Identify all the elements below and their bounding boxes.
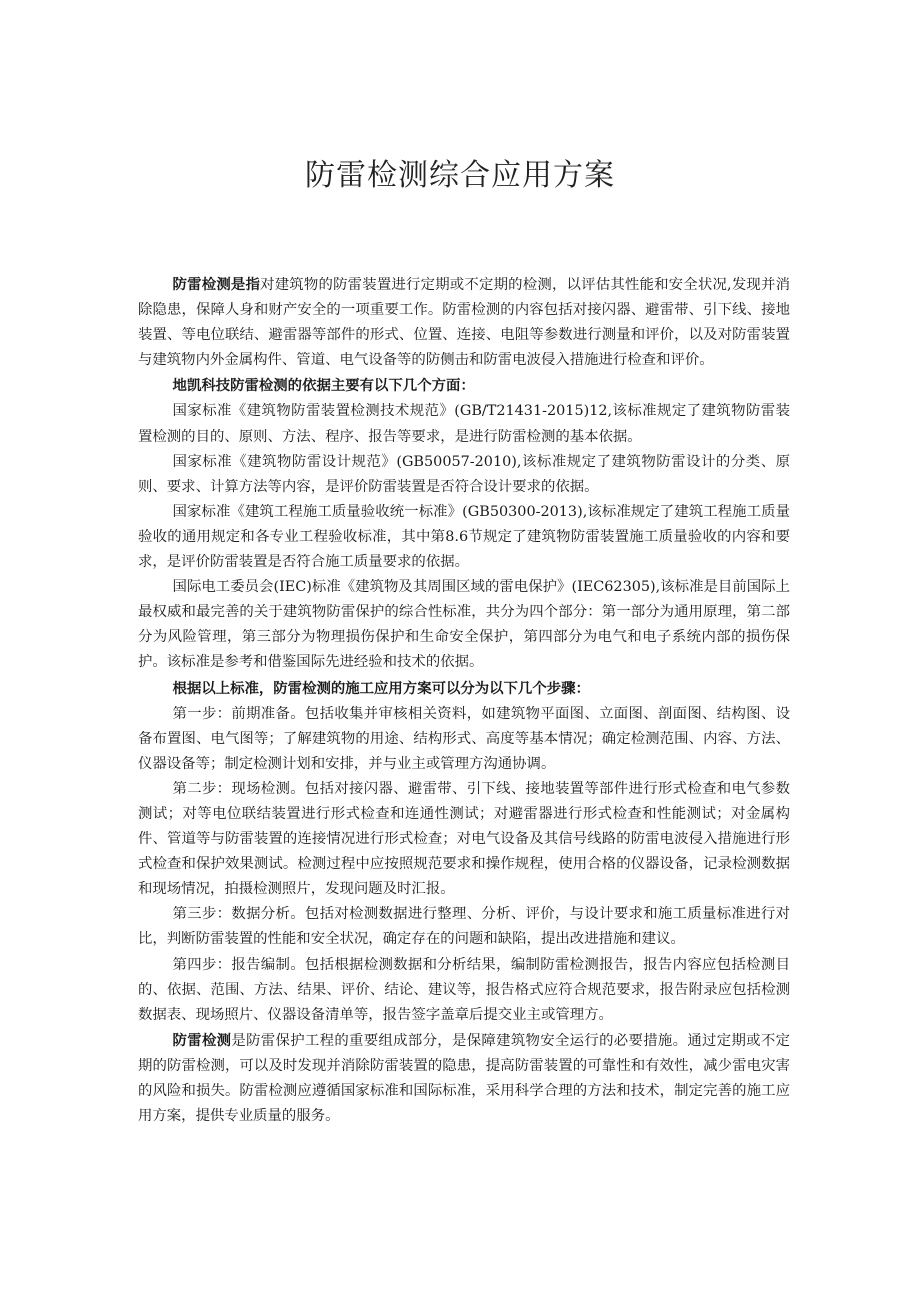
paragraph-text: 国家标准《建筑物防雷装置检测技术规范》(GB/T21431-2015)12,该标准规定了建筑物防雷装置检测的目的、原则、方法、程序、报告等要求，是进行防雷检测的基本依据。 bbox=[138, 403, 790, 445]
paragraph-lead: 根据以上标准，防雷检测的施工应用方案可以分为以下几个步骤： bbox=[172, 679, 590, 697]
paragraph-step-3 bbox=[138, 902, 790, 952]
paragraph-definition bbox=[138, 272, 790, 373]
paragraph-steps-heading bbox=[138, 676, 790, 702]
paragraph-text: 国际电工委员会(IEC)标准《建筑物及其周围区域的雷电保护》(IEC62305),该标准是目前国际上最权威和最完善的关于建筑物防雷保护的综合性标准，共分为四个部分：第一部分为通用原理，第二部分为风险管理，第三部分为物理损伤保护和生命安全保护，第四部分为电气和电子系统内部的损伤保护。该标准是参考和借鉴国际先进经验和技术的依据。 bbox=[138, 579, 790, 671]
paragraph-text: 第三步：数据分析。包括对检测数据进行整理、分析、评价，与设计要求和施工质量标准进行对比，判断防雷装置的性能和安全状况，确定存在的问题和缺陷，提出改进措施和建议。 bbox=[138, 906, 790, 948]
paragraph-text: 对建筑物的防雷装置进行定期或不定期的检测，以评估其性能和安全状况,发现并消除隐患，保障人身和财产安全的一项重要工作。防雷检测的内容包括对接闪器、避雷带、引下线、接地装置、等电位联结、避雷器等部件的形式、位置、连接、电阻等参数进行测量和评价，以及对防雷装置与建筑物内外金属构件、管道、电气设备等的防侧击和防雷电波侵入措施进行检查和评价。 bbox=[138, 277, 790, 369]
paragraph-text: 第四步：报告编制。包括根据检测数据和分析结果，编制防雷检测报告，报告内容应包括检测目的、依据、范围、方法、结果、评价、结论、建议等，报告格式应符合规范要求，报告附录应包括检测数据表、现场照片、仪器设备清单等，报告签字盖章后提交业主或管理方。 bbox=[138, 956, 790, 1023]
paragraph-lead: 地凯科技防雷检测的依据主要有以下几个方面： bbox=[172, 377, 475, 395]
paragraph-standard-gb50300 bbox=[138, 500, 790, 575]
paragraph-lead: 防雷检测 bbox=[172, 1031, 232, 1049]
paragraph-step-2 bbox=[138, 777, 790, 902]
paragraph-text: 第一步：前期准备。包括收集并审核相关资料，如建筑物平面图、立面图、剖面图、结构图、设备布置图、电气图等；了解建筑物的用途、结构形式、高度等基本情况；确定检测范围、内容、方法、仪器设备等；制定检测计划和安排，并与业主或管理方沟通协调。 bbox=[138, 705, 790, 772]
document-body bbox=[138, 272, 790, 1129]
paragraph-step-4 bbox=[138, 953, 790, 1028]
paragraph-standard-gb21431 bbox=[138, 399, 790, 449]
paragraph-step-1 bbox=[138, 702, 790, 777]
paragraph-conclusion bbox=[138, 1028, 790, 1129]
paragraph-basis-heading bbox=[138, 373, 790, 399]
paragraph-lead: 防雷检测是指 bbox=[172, 276, 261, 293]
paragraph-standard-iec62305 bbox=[138, 575, 790, 675]
document-title: 防雷检测综合应用方案 bbox=[305, 158, 615, 193]
paragraph-text: 是防雷保护工程的重要组成部分，是保障建筑物安全运行的必要措施。通过定期或不定期的防雷检测，可以及时发现并消除防雷装置的隐患，提高防雷装置的可靠性和有效性，减少雷电灾害的风险和损失。防雷检测应遵循国家标准和国际标准，采用科学合理的方法和技术，制定完善的施工应用方案，提供专业质量的服务。 bbox=[138, 1032, 790, 1125]
paragraph-standard-gb50057 bbox=[138, 450, 790, 500]
paragraph-text: 国家标准《建筑物防雷设计规范》(GB50057-2010),该标准规定了建筑物防雷设计的分类、原则、要求、计算方法等内容，是评价防雷装置是否符合设计要求的依据。 bbox=[138, 453, 790, 495]
paragraph-text: 第二步：现场检测。包括对接闪器、避雷带、引下线、接地装置等部件进行形式检查和电气参数测试；对等电位联结装置进行形式检查和连通性测试；对避雷器进行形式检查和性能测试；对金属构件、管道等与防雷装置的连接情况进行形式检查；对电气设备及其信号线路的防雷电波侵入措施进行形式检查和保护效果测试。检测过程中应按照规范要求和操作规程，使用合格的仪器设备，记录检测数据和现场情况，拍摄检测照片，发现问题及时汇报。 bbox=[138, 780, 790, 898]
paragraph-text: 国家标准《建筑工程施工质量验收统一标准》(GB50300-2013),该标准规定了建筑工程施工质量验收的通用规定和各专业工程验收标准，其中第8.6节规定了建筑物防雷装置施工质量验收的内容和要求，是评价防雷装置是否符合施工质量要求的依据。 bbox=[138, 503, 790, 571]
